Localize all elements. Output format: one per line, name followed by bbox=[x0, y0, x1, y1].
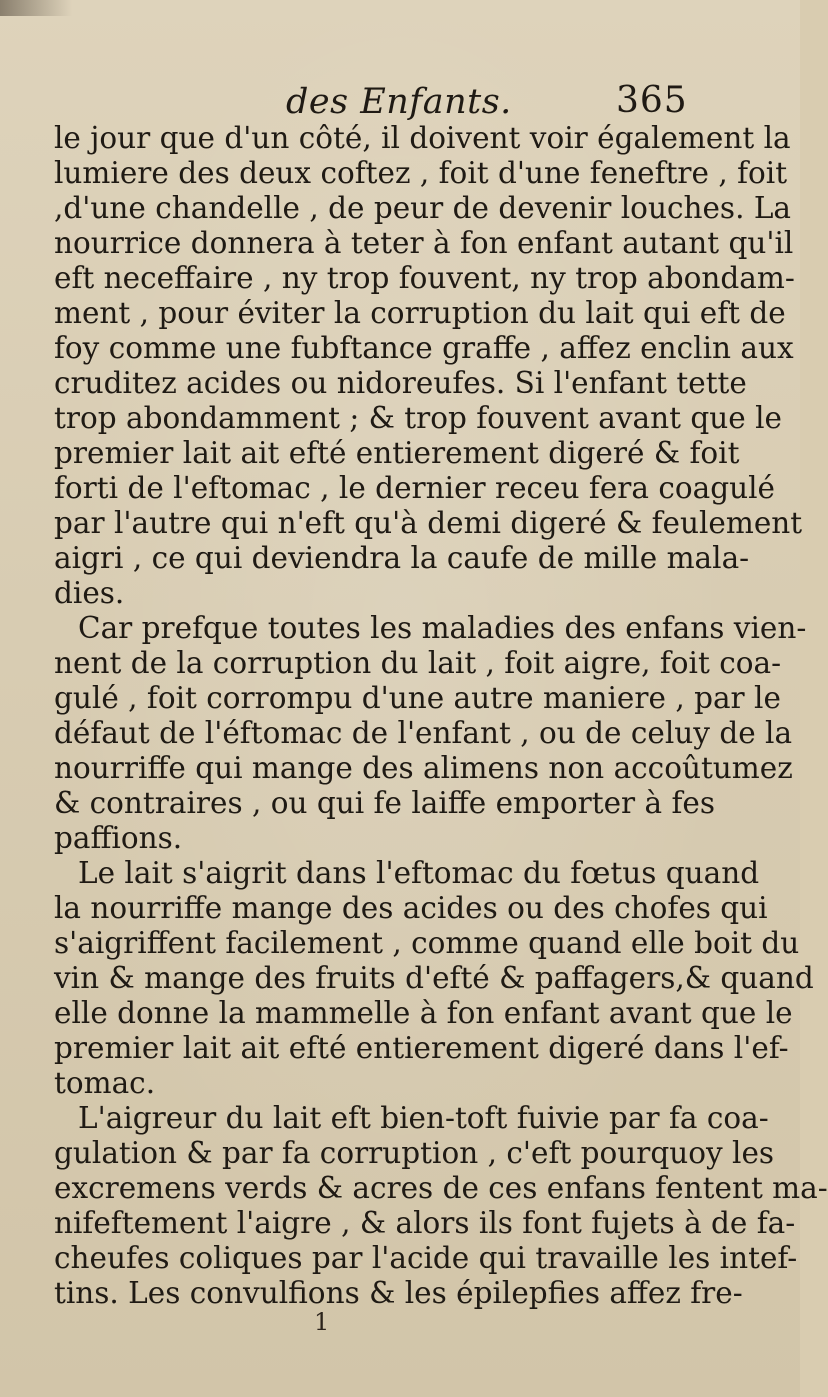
signature-mark: 1 bbox=[314, 1308, 330, 1336]
text-line: nourriffe qui mange des alimens non accoûtumez bbox=[54, 751, 793, 785]
text-line: premier lait ait efté entierement digeré dans l'ef- bbox=[54, 1031, 789, 1065]
text-line: défaut de l'éftomac de l'enfant , ou de celuy de la bbox=[54, 716, 793, 750]
text-line: nifeftement l'aigre , & alors ils font fujets à de fa- bbox=[54, 1206, 796, 1240]
text-line: eft neceffaire , ny trop fouvent, ny trop abondam- bbox=[54, 261, 795, 295]
text-line: premier lait ait efté entierement digeré & foit bbox=[54, 436, 740, 470]
text-line: le jour que d'un côté, il doivent voir également la bbox=[54, 121, 791, 155]
text-line: par l'autre qui n'eft qu'à demi digeré & feulement bbox=[54, 506, 803, 540]
text-line: dies. bbox=[54, 576, 125, 610]
text-line: s'aigriffent facilement , comme quand elle boit du bbox=[54, 926, 800, 960]
text-line: cheufes coliques par l'acide qui travaille les intef- bbox=[54, 1241, 798, 1275]
text-line: paffions. bbox=[54, 821, 183, 855]
text-line: ,d'une chandelle , de peur de devenir louches. La bbox=[54, 191, 791, 225]
text-line: lumiere des deux coftez , foit d'une feneftre , foit bbox=[54, 156, 788, 190]
text-line: nourrice donnera à teter à fon enfant autant qu'il bbox=[54, 226, 794, 260]
page-number: 365 bbox=[616, 80, 688, 121]
text-line: aigri , ce qui deviendra la caufe de mille mala- bbox=[54, 541, 750, 575]
text-line: & contraires , ou qui fe laiffe emporter à fes bbox=[54, 786, 716, 820]
text-line: ment , pour éviter la corruption du lait qui eft de bbox=[54, 296, 786, 330]
paragraph-start-line: Le lait s'aigrit dans l'eftomac du fœtus quand bbox=[78, 856, 760, 890]
text-line: gulé , foit corrompu d'une autre maniere , par le bbox=[54, 681, 781, 715]
text-line: nent de la corruption du lait , foit aigre, foit coa- bbox=[54, 646, 782, 680]
running-title: des Enfants. bbox=[286, 82, 512, 122]
paragraph-start-line: Car prefque toutes les maladies des enfans vien- bbox=[78, 611, 807, 645]
text-line: trop abondamment ; & trop fouvent avant que le bbox=[54, 401, 782, 435]
paragraph-start-line: L'aigreur du lait eft bien-toft fuivie par fa coa- bbox=[78, 1101, 769, 1135]
text-line: gulation & par fa corruption , c'eft pourquoy les bbox=[54, 1136, 775, 1170]
text-line: foy comme une fubftance graffe , affez enclin aux bbox=[54, 331, 794, 365]
text-line: cruditez acides ou nidoreufes. Si l'enfant tette bbox=[54, 366, 747, 400]
text-line: tomac. bbox=[54, 1066, 156, 1100]
text-line: vin & mange des fruits d'efté & paffagers,& quand bbox=[54, 961, 814, 995]
text-line: tins. Les convulfions & les épilepfies affez fre- bbox=[54, 1276, 743, 1310]
text-line: excremens verds & acres de ces enfans fentent ma- bbox=[54, 1171, 828, 1205]
text-line: forti de l'eftomac , le dernier receu fera coagulé bbox=[54, 471, 776, 505]
text-line: la nourriffe mange des acides ou des chofes qui bbox=[54, 891, 768, 925]
text-line: elle donne la mammelle à fon enfant avant que le bbox=[54, 996, 793, 1030]
